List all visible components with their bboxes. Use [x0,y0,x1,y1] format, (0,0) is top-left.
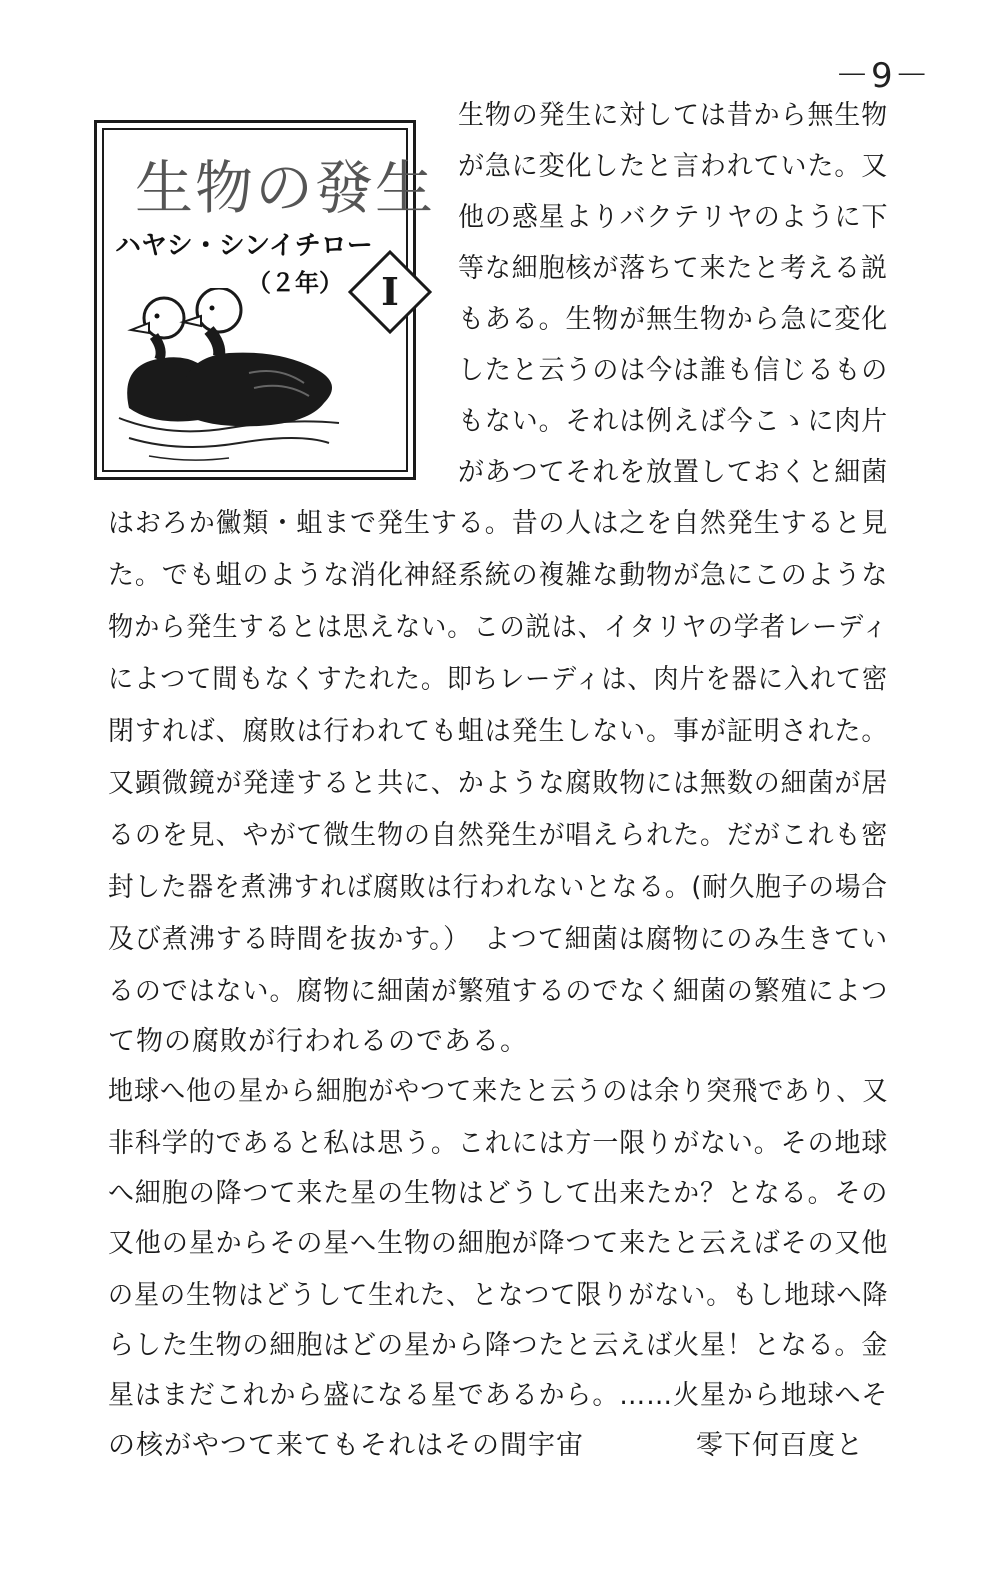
body-line: もない。それは例えば今こゝに肉片 [458,406,889,437]
body-line: て物の腐敗が行われるのである。 [108,1026,528,1057]
body-line: もある。生物が無生物から急に変化 [458,304,889,335]
body-line: るのではない。腐物に細菌が繁殖するのでなく細菌の繁殖によつ [108,976,889,1007]
ducks-illustration [109,288,349,468]
body-line: 他の惑星よりバクテリヤのように下 [458,202,889,233]
body-line: 星はまだこれから盛になる星であるから。……火星から地球へそ [108,1380,889,1411]
author-grade: （２年） [247,269,343,297]
body-line: 又他の星からその星へ生物の細胞が降つて来たと云えばその又他 [108,1228,889,1259]
article-title: 生物の發生 [135,154,436,222]
body-line: るのを見、やがて微生物の自然発生が唱えられた。だがこれも密 [108,820,889,851]
body-line: 閉すれば、腐敗は行われても蛆は発生しない。事が証明された。 [108,716,889,747]
body-line: したと云うのは今は誰も信じるもの [458,355,889,386]
body-line: へ細胞の降つて来た星の生物はどうして出来たか？となる。その [108,1178,889,1209]
body-line: 及び煮沸する時間を抜かす。） よつて細菌は腐物にのみ生きてい [108,924,889,955]
body-line: 又顕微鏡が発達すると共に、かような腐敗物には無数の細菌が居 [108,768,889,799]
page-number: －9－ [835,56,931,96]
body-line: によつて間もなくすたれた。即ちレーディは、肉片を器に入れて密 [108,664,889,695]
body-line: 地球へ他の星から細胞がやつて来たと云うのは余り突飛であり、又 [108,1076,889,1107]
body-line: はおろか黴類・蛆まで発生する。昔の人は之を自然発生すると見 [108,508,889,539]
body-line: の星の生物はどうして生れた、となつて限りがない。もし地球へ降 [108,1280,889,1311]
body-line: 物から発生するとは思えない。この説は、イタリヤの学者レーディ [108,612,889,643]
body-line: 等な細胞核が落ちて来たと考える説 [458,253,888,284]
part-numeral-badge [348,250,432,334]
part-numeral: Ⅰ [381,269,399,314]
body-line: があつてそれを放置しておくと細菌 [458,457,889,488]
body-line: た。でも蛆のような消化神経系統の複雑な動物が急にこのような [108,560,889,591]
body-line: 非科学的であると私は思う。これには方一限りがない。その地球 [108,1128,889,1159]
body-line: 封した器を煮沸すれば腐敗は行われないとなる。(耐久胞子の場合 [108,872,888,903]
body-line: が急に変化したと言われていた。又 [458,151,889,182]
author-name: ハヤシ・シンイチロー [115,231,373,261]
body-line: らした生物の細胞はどの星から降つたと云えば火星！となる。金 [108,1330,889,1361]
body-line: の核がやつて来てもそれはその間宇宙 零下何百度と [108,1430,864,1461]
body-line: 生物の発生に対しては昔から無生物 [458,100,889,131]
